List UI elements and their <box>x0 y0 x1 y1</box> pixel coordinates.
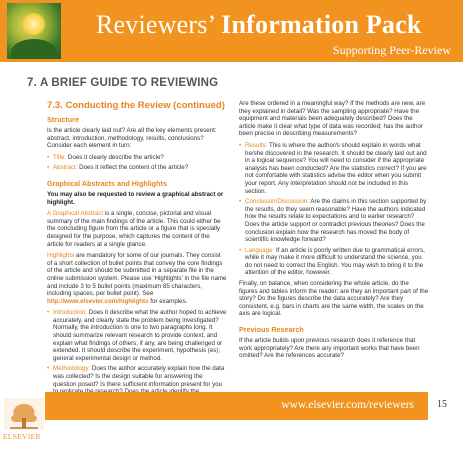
sun-glow <box>23 13 45 35</box>
bullet-abstract <box>47 164 227 172</box>
text-language: If an article is poorly written due to grammatical errors, while it may make it more difficult to understand the science, you do not need to correct the English. You may wish to bring it to the attention of the editor, however. <box>245 246 425 277</box>
header-banner <box>0 0 463 62</box>
graphical-heading: Graphical Abstracts and Highlights <box>47 178 167 188</box>
term-introduction: Introduction: <box>53 309 88 317</box>
text-highlights-tail: for examples. <box>148 297 188 305</box>
left-column <box>47 100 227 406</box>
term-language: Language: <box>245 246 275 254</box>
previous-research-heading: Previous Research <box>239 325 304 335</box>
text-conclusion: Are the claims in this section supported by the results, do they seem reasonable? Have the authors indicated how the results relate to expectations and to earlier research? Does the article support or contradict previous theories? Does the conclusion explain how the research has moved the body of scientific knowledge forward? <box>245 198 427 244</box>
term-highlights: Highlights <box>47 252 75 260</box>
text-methodology: Does the author accurately explain how the data was collected? Is the design suitable for answering the question posed? Is there sufficient information present for you <box>53 365 225 388</box>
term-methodology: Methodology: <box>53 365 91 373</box>
pack-title <box>96 10 422 40</box>
section-title: 7. A BRIEF GUIDE TO REVIEWING <box>27 77 219 89</box>
methodology-continued: Are these ordered in a meaningful way? If the methods are new, are they explained in detail? Was the sampling appropriate? Have the equipment and materials been adequately described? Does the article make it clear what type of data was recorded; has the author been precise in describing measurements? <box>239 100 426 138</box>
term-abstract: Abstract: <box>53 164 78 172</box>
finally-paragraph: Finally, on balance, when considering the whole article, do the figures and tables inform the reader; are they an important part of the story? Do the figures describe the data accurately? Are they consistent, e.g. bars in charts are the same width, the scales on the axis are logical. <box>239 280 429 318</box>
elsevier-tree-logo <box>4 398 44 430</box>
highlights-paragraph <box>47 252 227 305</box>
structure-heading: Structure <box>47 115 79 124</box>
hero-image <box>7 3 61 59</box>
term-title: Title: <box>53 153 67 161</box>
pack-subtitle: Supporting Peer-Review <box>332 43 451 57</box>
graphical-note: You may also be requested to review a graphical abstract or highlight. <box>47 190 224 206</box>
bullet-title <box>47 154 227 162</box>
graphical-abstract-paragraph <box>47 210 227 248</box>
elsevier-logo-text: ELSEVIER <box>3 432 41 441</box>
term-results: Results: <box>245 141 268 149</box>
page-number: 15 <box>437 399 447 410</box>
term-conclusion: Conclusion/Discussion: <box>245 198 309 206</box>
title-bold: Information Pack <box>221 10 422 39</box>
bullet-conclusion <box>239 198 429 244</box>
text-introduction: Does it describe what the author hoped to achieve accurately, and clearly state the problem being investigated? Normally, the introduction is one to two paragraphs long. It should summarize relevant research to provide context, and explain what findings of others, if any, are being challenged or extended. It should describe the experiment, hypothesis (es); general experimental design or method. <box>53 309 227 362</box>
footer-bar <box>45 392 428 420</box>
previous-research-paragraph: If the article builds upon previous research does it reference that work appropriately? Are there any important works that have been omitted? Are the references accurate? <box>239 337 420 360</box>
title-regular: Reviewers’ <box>96 10 222 39</box>
subsection-title: 7.3. Conducting the Review (continued) <box>47 100 225 111</box>
bullet-language <box>239 247 429 277</box>
term-graphical-abstract: A Graphical Abstract <box>47 210 104 218</box>
text-graphical-abstract: is a single, concise, pictorial and visual summary of the main findings of the article. This could either be the concluding figure from the article or a figure that is specially designed for the purpose, which captures the content of the article for readers at a single glance. <box>47 210 221 248</box>
structure-intro: Is the article clearly laid out? Are all the key elements present: abstract, introduction, methodology, results, conclusions? Consider each element in turn: <box>47 127 217 150</box>
footer-url[interactable]: www.elsevier.com/reviewers <box>281 399 414 411</box>
right-column <box>239 100 429 364</box>
text-title: Does it clearly describe the article? <box>66 153 164 161</box>
text-abstract: Does it reflect the content of the article? <box>77 164 189 172</box>
text-highlights: are mandatory for some of our journals. They consist of a short collection of bullet points that convey the core findings of the article and should be submitted in a separate file in the online submission system. Please use 'Highlights' in the file name and include 3 to 5 bullet points (maximum 85 characters, including spaces, per bullet point). See <box>47 252 227 298</box>
highlights-link[interactable]: http://www.elsevier.com/highlights <box>47 297 149 305</box>
leaf-silhouette <box>11 39 57 59</box>
bullet-results <box>239 142 429 195</box>
text-results: This is where the author/s should explain in words what he/she discovered in the research. It should be clearly laid out and in a logical sequence? You will need to consider if the appropriate analysis has been conducted? Are the statistics correct? If you are not comfortable with statistics advise the editor when you submit your report. Any interpretation should not be included in this section. <box>245 141 427 195</box>
bullet-introduction <box>47 309 227 362</box>
